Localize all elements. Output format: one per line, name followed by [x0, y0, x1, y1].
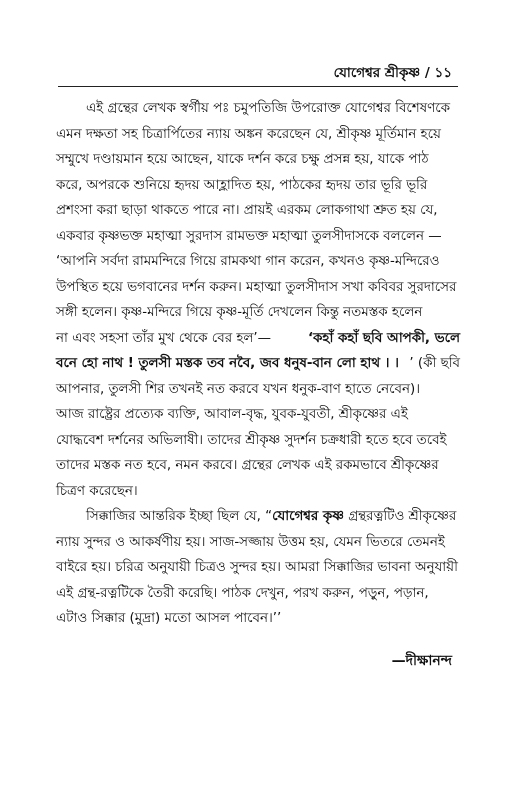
- text-line: সঙ্গী হলেন। কৃষ্ণ-মন্দিরে গিয়ে কৃষ্ণ-মূর্তি দেখলেন কিন্তু নতমস্তক হলেন: [56, 305, 423, 320]
- text-span: গ্রন্থরত্নটিও শ্রীকৃষ্ণের: [343, 509, 457, 524]
- body-text: [56, 96, 460, 632]
- text-line: আপনার, তুলসী শির তখনই নত করবে যখন ধনুক-বাণ হাতে নেবেন)।: [56, 381, 420, 397]
- text-line: এই গ্রন্থের লেখক স্বর্গীয় পঃ চমুপতিজি উপরোক্ত যোগেশ্বর বিশেষণকে: [86, 101, 450, 116]
- text-line: উপস্থিত হয়ে ভগবানের দর্শন করুন। মহাত্মা তুলসীদাস সখা কবিবর সুরদাসের: [56, 279, 457, 295]
- text-line: ‘আপনি সর্বদা রামমন্দিরে গিয়ে রামকথা গান করেন, কখনও কৃষ্ণ-মন্দিরেও: [56, 254, 440, 269]
- text-line-mixed: [56, 351, 460, 377]
- text-line: চিত্রণ করেছেন।: [56, 483, 138, 499]
- header-rule: [58, 86, 458, 87]
- text-line: এই গ্রন্থ-রত্নটিকে তৈরী করেছি। পাঠক দেখুন, পরখ করুন, পড়ুন, পড়ান,: [56, 585, 429, 601]
- signature: —দীক্ষানন্দ: [391, 653, 452, 669]
- text-line: একবার কৃষ্ণভক্ত মহাত্মা সুরদাস রামভক্ত মহাত্মা তুলসীদাসকে বললেন —: [56, 228, 442, 244]
- text-line-mixed: [56, 504, 460, 530]
- text-line: সম্মুখে দণ্ডায়মান হয়ে আছেন, যাকে দর্শন করে চক্ষু প্রসন্ন হয়, যাকে পাঠ: [56, 152, 429, 167]
- text-span: [86, 504, 456, 530]
- text-line: আজ রাষ্ট্রের প্রত্যেক ব্যক্তি, আবাল-বৃদ্ধ, যুবক-যুবতী, শ্রীকৃষ্ণের এই: [56, 407, 408, 422]
- text-span: না এবং সহসা তাঁর মুখ থেকে বের হল’—: [56, 330, 271, 346]
- text-line: করে, অপরকে শুনিয়ে হৃদয় আহ্লাদিত হয়, পাঠকের হৃদয় তার ভূরি ভূরি: [56, 177, 428, 193]
- paragraph-1: [56, 96, 460, 504]
- text-span: ’ (কী ছবি: [409, 356, 460, 371]
- text-line: বাইরে হয়। চরিত্র অনুযায়ী চিত্রও সুন্দর হয়। আমরা সিক্কাজির ভাবনা অনুযায়ী: [56, 560, 458, 575]
- book-title: যোগেশ্বর কৃষ্ণ: [272, 509, 344, 524]
- quoted-verse: বনে হো নাথ ! তুলসী মস্তক তব নবৈ, জব ধনুষ-বান লো হাথ । ।: [56, 356, 399, 371]
- text-line: এটাও সিক্কার (মুদ্রা) মতো আসল পাবেন।’’: [56, 611, 282, 626]
- running-head: যোগেশ্বর শ্রীকৃষ্ণ / ১১: [333, 65, 452, 81]
- text-line: এমন দক্ষতা সহ চিত্রার্পিতের ন্যায় অঙ্কন করেছেন যে, শ্রীকৃষ্ণ মূর্তিমান হয়ে: [56, 126, 441, 142]
- text-span: সিক্কাজির আন্তরিক ইচ্ছা ছিল যে, “: [86, 509, 273, 524]
- paragraph-2: [56, 504, 460, 632]
- quoted-verse: ‘কহাঁ কহাঁ ছবি আপকী, ভলে: [307, 330, 460, 346]
- text-line: প্রশংসা করা ছাড়া থাকতে পারে না। প্রায়ই এরকম লোকগাথা শ্রুত হয় যে,: [56, 203, 438, 218]
- text-line-mixed: [56, 326, 460, 352]
- text-line: যোদ্ধবেশ দর্শনের অভিলাষী। তাদের শ্রীকৃষ্ণ সুদর্শন চক্রধারী হতে হবে তবেই: [56, 432, 447, 448]
- text-line: তাদের মস্তক নত হবে, নমন করবে। গ্রন্থের লেখক এই রকমভাবে শ্রীকৃষ্ণের: [56, 458, 439, 473]
- text-line: ন্যায় সুন্দর ও আকর্ষণীয় হয়। সাজ-সজ্জায় উত্তম হয়, যেমন ভিতরে তেমনই: [56, 534, 445, 550]
